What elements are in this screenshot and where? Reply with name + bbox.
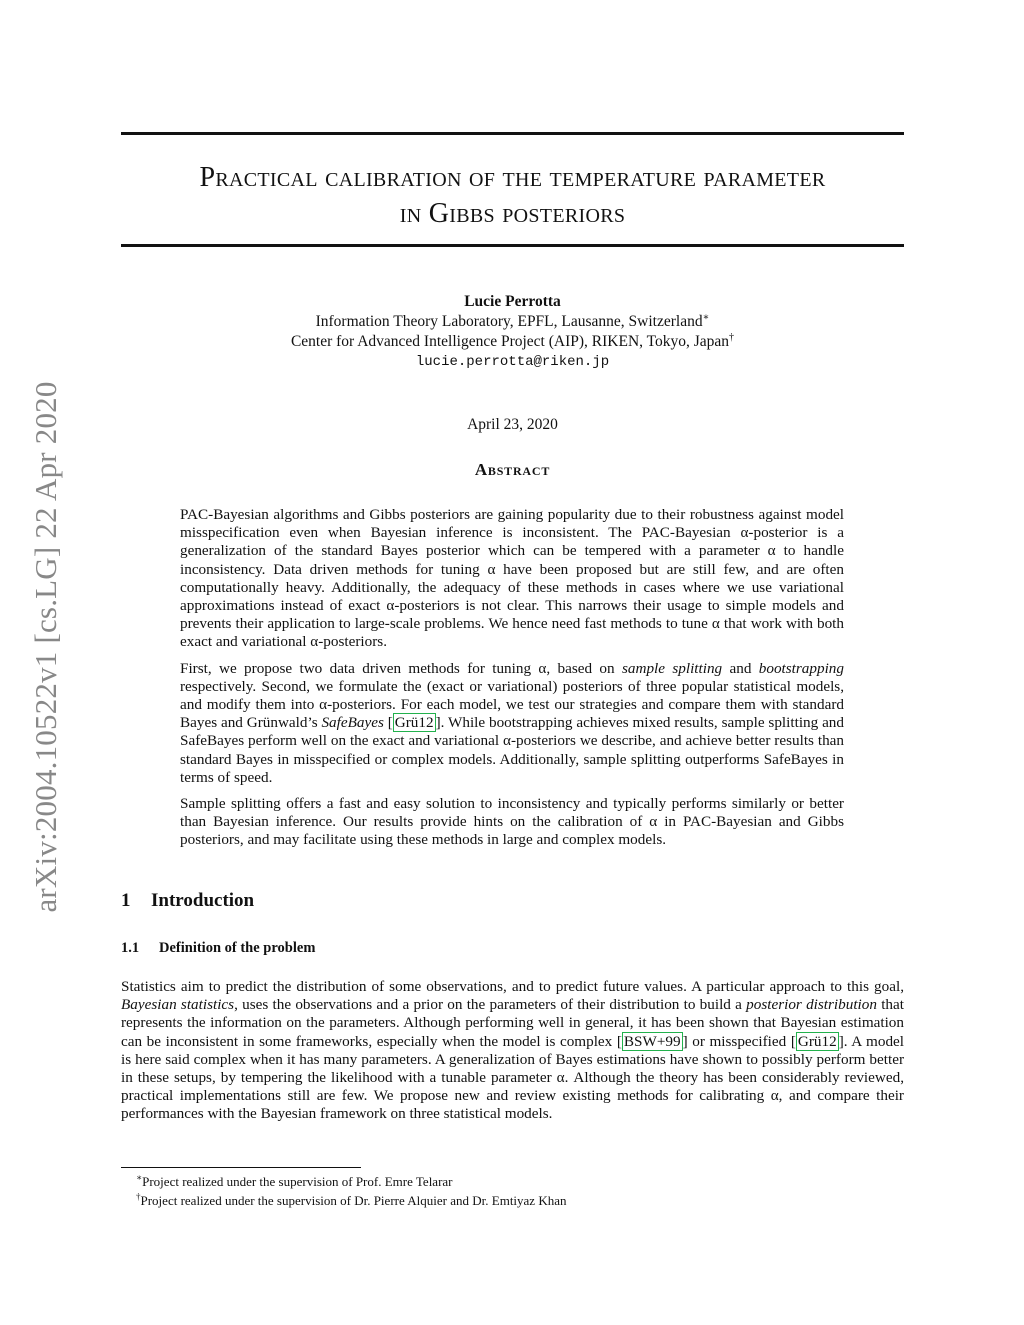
abstract-paragraph-3: Sample splitting offers a fast and easy solution to inconsistency and typically performs similarly or better than Bayesian inference. Our results provide hints on the calibration of α in PAC-Bayesian and Gibbs posteriors, and may facilitate using these methods in large and complex models.	[180, 795, 844, 849]
abstract-paragraph-2: First, we propose two data driven methods for tuning α, based on sample splitting and bootstrapping respectively. Second, we formulate the (exact or variational) posteriors of three popular statistical models, and modify them into α-posteriors. For each model, we test our strategies and compare them with standard Bayes and Grünwald’s SafeBayes [ Grü12 ]. While bootstrapping achieves mixed results, sample splitting and SafeBayes perform well on the exact and variational α-posteriors we describe, and achieve better results than standard Bayes in misspecified or complex models. Additionally, sample splitting outperforms SafeBayes in terms of speed.	[180, 659, 844, 786]
abstract-body	[180, 506, 844, 858]
paper-date: April 23, 2020	[467, 416, 558, 433]
subsection-heading: 1.1 Definition of the problem	[121, 940, 316, 956]
citation-link[interactable]: Grü12	[797, 1032, 837, 1050]
section-heading: 1 Introduction	[121, 890, 255, 911]
footnote-2: †Project realized under the supervision of Dr. Pierre Alquier and Dr. Emtiyaz Khan	[136, 1191, 567, 1208]
citation-link[interactable]: Grü12	[394, 714, 434, 732]
author-email[interactable]: lucie.perrotta@riken.jp	[415, 354, 610, 370]
abstract-paragraph-1: PAC-Bayesian algorithms and Gibbs posteriors are gaining popularity due to their robustness against model misspecification even when Bayesian inference is inconsistent. The PAC-Bayesian α-posterior is a generalization of the standard Bayes posterior which can be tempered with a parameter α to handle inconsistency. Data driven methods for tuning α have been proposed but are still few, and are often computationally heavy. Additionally, the adequacy of these methods in cases where we use variational approximations instead of exact α-posteriors is not clear. This narrows their usage to simple models and prevents their application to large-scale problems. We hence need fast methods to tune α that work with both exact and variational α-posteriors.	[180, 506, 844, 651]
title-line-2: in Gibbs posteriors	[399, 198, 626, 229]
affiliation-1: Information Theory Laboratory, EPFL, Lausanne, Switzerland∗	[315, 311, 710, 330]
footnote-rule	[121, 1167, 361, 1168]
affiliation-2: Center for Advanced Intelligence Project (AIP), RIKEN, Tokyo, Japan†	[290, 331, 735, 350]
paper-title	[121, 160, 904, 232]
author-block	[121, 292, 904, 372]
author-name: Lucie Perrotta	[464, 293, 561, 310]
abstract-heading: Abstract	[474, 460, 551, 479]
intro-paragraph: Statistics aim to predict the distribution of some observations, and to predict future values. A particular approach to this goal, Bayesian statistics, uses the observations and a prior on the parameters of their distribution to build a posterior distribution that represents the information on the parameters. Although performing well in general, it has been shown that Bayesian estimation can be inconsistent in some frameworks, especially when the model is complex [ BSW+99 ] or misspecified [ Grü12 ]. A model is here said complex when it has many parameters. A generalization of Bayes estimations have shown to possibly perform better in these setups, by tempering the likelihood with a tunable parameter α. Although the theory has been considerably reviewed, practical implementations still are few. We propose new and review existing methods for calibrating α, and compare their performances with the Bayesian framework on three statistical models.	[121, 978, 904, 1123]
arxiv-identifier: arXiv:2004.10522v1 [cs.LG] 22 Apr 2020	[28, 381, 63, 913]
footnotes	[136, 1172, 567, 1210]
citation-link[interactable]: BSW+99	[623, 1032, 681, 1050]
title-top-rule	[121, 132, 904, 135]
title-line-1: Practical calibration of the temperature parameter	[199, 162, 826, 193]
title-bottom-rule	[121, 244, 904, 247]
footnote-1: ∗Project realized under the supervision of Prof. Emre Telarar	[136, 1172, 453, 1189]
